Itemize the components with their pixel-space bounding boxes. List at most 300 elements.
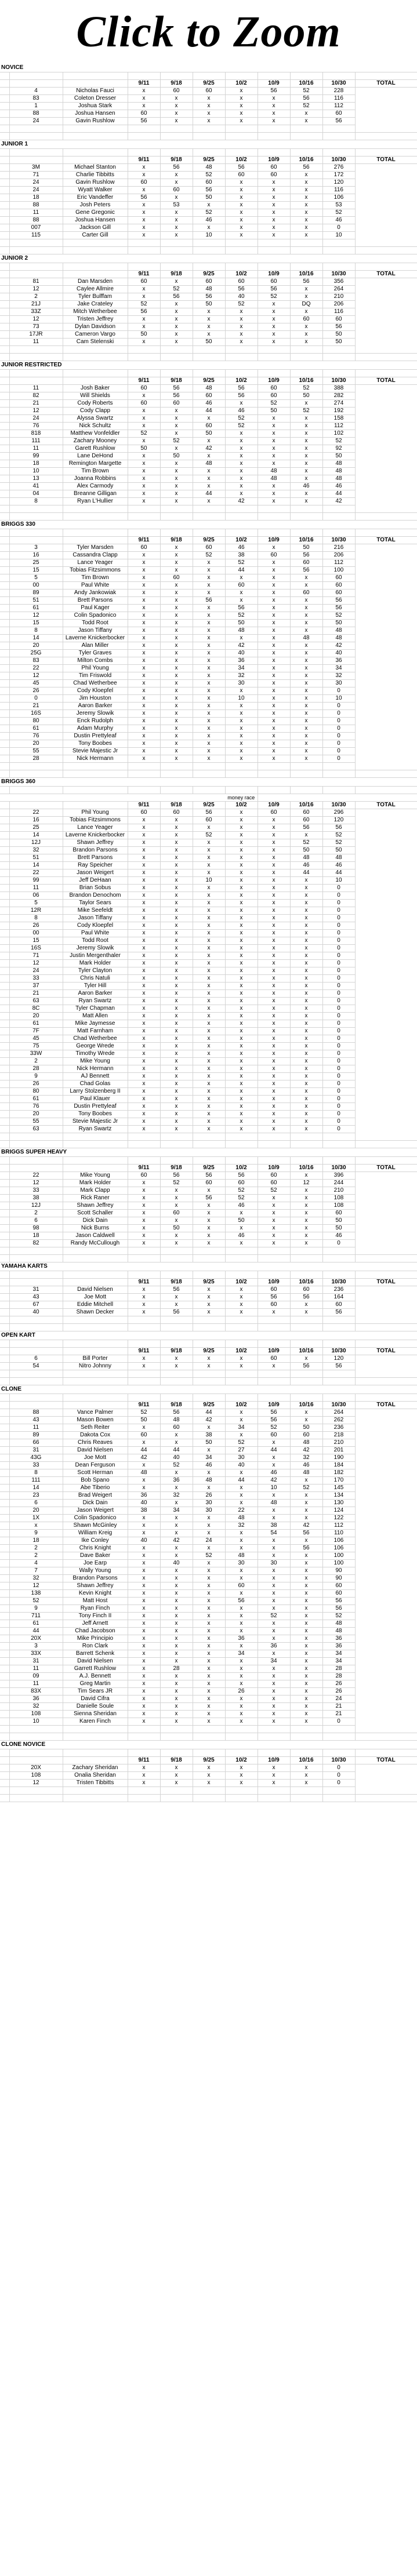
header-spacer <box>9 1279 63 1286</box>
total-points: 122 <box>322 1515 355 1522</box>
note-spacer <box>0 794 225 802</box>
race-points: x <box>225 1469 258 1477</box>
driver-name: Phil Young <box>63 809 128 817</box>
race-points: x <box>160 1485 193 1492</box>
race-points: x <box>128 1210 160 1217</box>
race-points: x <box>128 1080 160 1088</box>
blank-cell <box>128 1787 160 1795</box>
race-points: x <box>128 1020 160 1028</box>
blank-cell <box>160 529 193 537</box>
driver-row <box>0 642 417 650</box>
total-points: 10 <box>322 695 355 703</box>
kart-number: 31 <box>9 1286 63 1294</box>
race-points: x <box>160 824 193 832</box>
total-points: 60 <box>322 582 355 590</box>
blank-row <box>0 1340 417 1348</box>
race-points: 56 <box>225 1172 258 1180</box>
blank-row <box>0 1133 417 1141</box>
driver-name: Ray Speicher <box>63 862 128 869</box>
blank-cell <box>0 133 9 140</box>
race-points: x <box>160 1673 193 1680</box>
race-points: x <box>258 1507 290 1515</box>
kart-number: 88 <box>9 1409 63 1417</box>
row-spacer <box>0 892 9 900</box>
driver-name: Paul Klauer <box>63 1096 128 1103</box>
total-points: 56 <box>322 1363 355 1370</box>
race-points: 52 <box>258 1187 290 1195</box>
race-points: 52 <box>225 1439 258 1447</box>
kart-number: 28 <box>9 755 63 763</box>
blank-cell <box>290 1394 322 1402</box>
driver-name: Aaron Barker <box>63 990 128 998</box>
race-points: x <box>290 1217 322 1225</box>
race-points: x <box>290 331 322 339</box>
race-points: x <box>128 1301 160 1309</box>
blank-cell <box>128 1726 160 1733</box>
race-points: x <box>128 1650 160 1658</box>
total-points: 36 <box>322 1643 355 1650</box>
race-points: x <box>290 1309 322 1316</box>
header-spacer <box>63 1402 128 1409</box>
kart-number: 8 <box>9 915 63 922</box>
race-points: x <box>128 392 160 400</box>
driver-row <box>0 1582 417 1590</box>
driver-name: Cameron Vargo <box>63 331 128 339</box>
driver-name: Gene Gregonic <box>63 209 128 217</box>
blank-cell <box>128 133 160 140</box>
total-points: 0 <box>322 1764 355 1772</box>
row-spacer <box>0 960 9 967</box>
blank-cell <box>290 346 322 354</box>
driver-name: Scott Herman <box>63 1469 128 1477</box>
row-spacer <box>0 900 9 907</box>
kart-number: 76 <box>9 733 63 740</box>
total-points: 50 <box>322 331 355 339</box>
race-points: x <box>258 1628 290 1635</box>
kart-number: 16S <box>9 710 63 718</box>
race-points: x <box>128 293 160 301</box>
kart-number: 15 <box>9 937 63 945</box>
race-points: 60 <box>225 582 258 590</box>
driver-name: Joanna Robbins <box>63 475 128 483</box>
column-header: 9/18 <box>160 537 193 544</box>
blank-row <box>0 513 417 521</box>
driver-row <box>0 990 417 998</box>
race-points: x <box>290 703 322 710</box>
blank-cell <box>258 1733 290 1741</box>
blank-row <box>0 1787 417 1795</box>
total-points: 0 <box>322 975 355 983</box>
row-spacer <box>0 922 9 930</box>
blank-cell <box>193 1255 225 1262</box>
blank-cell <box>322 513 355 521</box>
race-points: x <box>258 657 290 665</box>
race-points: 46 <box>193 400 225 407</box>
class-name: OPEN KART <box>0 1331 417 1340</box>
race-points: 50 <box>290 1424 322 1432</box>
blank-cell <box>160 370 193 377</box>
blank-cell <box>322 263 355 271</box>
driver-row <box>0 1058 417 1065</box>
race-points: x <box>225 930 258 937</box>
race-points: x <box>258 869 290 877</box>
race-points: x <box>128 907 160 915</box>
row-spacer <box>0 582 9 590</box>
blank-cell <box>160 149 193 157</box>
race-points: 60 <box>193 392 225 400</box>
race-points: x <box>160 605 193 612</box>
blank-cell <box>0 370 9 377</box>
race-points: 46 <box>225 407 258 415</box>
row-spacer <box>0 1764 9 1772</box>
race-points: x <box>225 1309 258 1316</box>
race-points: x <box>290 232 322 239</box>
driver-name: Nick Schultz <box>63 423 128 430</box>
header-spacer <box>0 1279 9 1286</box>
race-points: x <box>160 1301 193 1309</box>
race-points: x <box>160 194 193 202</box>
row-spacer <box>0 1035 9 1043</box>
kart-number: x <box>9 1522 63 1530</box>
race-points: x <box>160 847 193 854</box>
driver-row <box>0 1013 417 1020</box>
blank-cell <box>290 354 322 361</box>
race-points: 56 <box>290 567 322 574</box>
blank-cell <box>9 149 63 157</box>
race-points: x <box>160 900 193 907</box>
race-points: x <box>290 960 322 967</box>
total-points: 0 <box>322 998 355 1005</box>
total-points: 52 <box>322 839 355 847</box>
kart-number: 007 <box>9 224 63 232</box>
race-points: x <box>193 559 225 567</box>
race-points: x <box>258 95 290 103</box>
row-spacer <box>0 1195 9 1202</box>
kart-number: 98 <box>9 1225 63 1232</box>
row-spacer <box>0 1613 9 1620</box>
blank-cell <box>160 1787 193 1795</box>
race-points: x <box>258 877 290 885</box>
driver-row <box>0 1772 417 1780</box>
race-points: x <box>290 187 322 194</box>
race-points: x <box>160 331 193 339</box>
race-points: 60 <box>290 559 322 567</box>
blank-cell <box>290 72 322 80</box>
race-points: 60 <box>160 1210 193 1217</box>
header-spacer <box>9 1165 63 1172</box>
race-points: x <box>193 680 225 687</box>
race-points: x <box>160 1764 193 1772</box>
race-points: x <box>258 605 290 612</box>
blank-cell <box>258 1133 290 1141</box>
race-points: x <box>225 1537 258 1545</box>
race-points: x <box>258 438 290 445</box>
blank-row <box>0 1726 417 1733</box>
race-points: 60 <box>258 1301 290 1309</box>
class-heading <box>0 521 417 529</box>
blank-cell <box>0 1271 9 1279</box>
row-spacer <box>0 1695 9 1703</box>
row-spacer <box>0 832 9 839</box>
blank-cell <box>63 1255 128 1262</box>
blank-cell <box>63 1394 128 1402</box>
race-points: x <box>160 559 193 567</box>
header-spacer <box>0 377 9 385</box>
total-points: 56 <box>322 1605 355 1613</box>
blank-cell <box>0 787 9 794</box>
driver-row <box>0 301 417 308</box>
race-points: x <box>290 1772 322 1780</box>
kart-number: 61 <box>9 605 63 612</box>
driver-name: Nitro Johnny <box>63 1363 128 1370</box>
blank-cell <box>63 1795 128 1802</box>
race-points: x <box>193 103 225 110</box>
race-points: x <box>128 718 160 725</box>
row-spacer <box>0 627 9 635</box>
total-points: 26 <box>322 1688 355 1695</box>
row-spacer <box>0 1522 9 1530</box>
click-to-zoom-banner[interactable]: Click to Zoom <box>76 8 341 56</box>
driver-name: Jackson Gill <box>63 224 128 232</box>
race-points: x <box>128 990 160 998</box>
race-points: x <box>128 937 160 945</box>
blank-cell <box>0 1340 9 1348</box>
race-points: x <box>193 1718 225 1726</box>
driver-row <box>0 1309 417 1316</box>
race-points: x <box>193 650 225 657</box>
driver-row <box>0 1764 417 1772</box>
race-points: x <box>128 1590 160 1598</box>
row-spacer <box>0 620 9 627</box>
row-spacer <box>0 718 9 725</box>
driver-name: Brian Sobus <box>63 885 128 892</box>
kart-number: 12 <box>9 1582 63 1590</box>
race-points: 56 <box>160 1172 193 1180</box>
race-points: x <box>225 308 258 316</box>
race-points: x <box>258 687 290 695</box>
driver-row <box>0 635 417 642</box>
race-points: x <box>258 1058 290 1065</box>
race-points: x <box>128 1780 160 1787</box>
race-points: x <box>160 179 193 187</box>
blank-cell <box>322 370 355 377</box>
race-points: x <box>160 460 193 468</box>
race-points: x <box>160 224 193 232</box>
kart-number: 3 <box>9 1643 63 1650</box>
driver-row <box>0 1050 417 1058</box>
race-points: 60 <box>258 809 290 817</box>
race-points: x <box>258 1013 290 1020</box>
race-points: x <box>290 1225 322 1232</box>
race-points: x <box>193 1096 225 1103</box>
race-points: x <box>128 1718 160 1726</box>
race-points: x <box>128 1485 160 1492</box>
total-points: 120 <box>322 179 355 187</box>
race-points: x <box>258 1590 290 1598</box>
race-points: 46 <box>225 1202 258 1210</box>
race-points: x <box>128 960 160 967</box>
column-header: 10/2 <box>225 80 258 88</box>
row-spacer <box>0 983 9 990</box>
kart-number: 8 <box>9 1469 63 1477</box>
total-points: 60 <box>322 1210 355 1217</box>
driver-name: Bob Spano <box>63 1477 128 1485</box>
kart-number: 89 <box>9 1432 63 1439</box>
race-points: x <box>258 695 290 703</box>
driver-row <box>0 1028 417 1035</box>
race-points: x <box>258 1210 290 1217</box>
race-points: x <box>128 1240 160 1247</box>
total-points: 106 <box>322 1537 355 1545</box>
driver-row <box>0 392 417 400</box>
blank-cell <box>9 1340 63 1348</box>
race-points: x <box>160 922 193 930</box>
blank-row <box>0 133 417 140</box>
race-points: x <box>193 620 225 627</box>
race-points: 52 <box>160 1180 193 1187</box>
race-points: x <box>258 1545 290 1552</box>
driver-row <box>0 1605 417 1613</box>
race-points: x <box>128 605 160 612</box>
race-points: 60 <box>225 278 258 286</box>
column-header-row <box>0 271 417 278</box>
race-points: x <box>193 110 225 118</box>
race-points: x <box>225 960 258 967</box>
race-points: x <box>128 824 160 832</box>
kart-number: 99 <box>9 453 63 460</box>
race-points: x <box>160 869 193 877</box>
kart-number: 24 <box>9 967 63 975</box>
race-points: x <box>225 224 258 232</box>
column-header: 10/9 <box>258 1348 290 1355</box>
kart-number: 6 <box>9 1217 63 1225</box>
kart-number: 12 <box>9 407 63 415</box>
total-points: 0 <box>322 900 355 907</box>
race-points: x <box>290 1020 322 1028</box>
row-spacer <box>0 733 9 740</box>
race-points: x <box>258 1035 290 1043</box>
race-points: x <box>160 468 193 475</box>
header-spacer <box>0 1165 9 1172</box>
race-points: 44 <box>225 1477 258 1485</box>
blank-cell <box>128 263 160 271</box>
blank-cell <box>355 125 417 133</box>
blank-cell <box>290 529 322 537</box>
race-points: x <box>258 1703 290 1711</box>
total-points: 52 <box>322 832 355 839</box>
driver-row <box>0 316 417 323</box>
race-points: x <box>193 308 225 316</box>
driver-row <box>0 612 417 620</box>
standings-body <box>0 64 417 1802</box>
header-spacer <box>0 1757 9 1764</box>
race-points: 60 <box>128 1432 160 1439</box>
race-points: x <box>225 900 258 907</box>
total-points: 24 <box>322 1695 355 1703</box>
race-points: 52 <box>193 209 225 217</box>
race-points: x <box>290 202 322 209</box>
race-points: x <box>225 1492 258 1500</box>
race-points: x <box>128 1073 160 1080</box>
driver-row <box>0 415 417 423</box>
race-points: x <box>225 202 258 209</box>
driver-row <box>0 847 417 854</box>
race-points: x <box>193 1111 225 1118</box>
race-points: x <box>258 1650 290 1658</box>
row-spacer <box>0 1673 9 1680</box>
race-points: x <box>193 1575 225 1582</box>
column-header: 9/11 <box>128 157 160 164</box>
race-points: x <box>160 832 193 839</box>
race-points: 60 <box>193 1180 225 1187</box>
driver-name: Tyler Bulffam <box>63 293 128 301</box>
race-points: x <box>290 1301 322 1309</box>
race-points: 56 <box>290 1363 322 1370</box>
kart-number: 12R <box>9 907 63 915</box>
race-points: x <box>258 339 290 346</box>
race-points: x <box>193 1013 225 1020</box>
race-points: x <box>193 1217 225 1225</box>
race-points: x <box>225 1673 258 1680</box>
race-points: x <box>225 915 258 922</box>
race-points: 56 <box>193 1195 225 1202</box>
race-points: x <box>258 544 290 552</box>
kart-number: 21 <box>9 703 63 710</box>
race-points: x <box>258 1309 290 1316</box>
row-spacer <box>0 224 9 232</box>
race-points: x <box>225 1605 258 1613</box>
driver-name: Paul Kager <box>63 605 128 612</box>
race-points: 56 <box>225 385 258 392</box>
kart-number: 20X <box>9 1764 63 1772</box>
driver-name: Dan Marsden <box>63 278 128 286</box>
driver-row <box>0 725 417 733</box>
blank-cell <box>160 1749 193 1757</box>
race-points: 40 <box>225 650 258 657</box>
race-points: 44 <box>193 1409 225 1417</box>
race-points: x <box>193 748 225 755</box>
driver-row <box>0 1126 417 1133</box>
race-points: 52 <box>225 1195 258 1202</box>
race-points: 56 <box>290 1294 322 1301</box>
race-points: x <box>258 1718 290 1726</box>
race-points: x <box>225 574 258 582</box>
race-points: x <box>160 110 193 118</box>
column-header: 10/30 <box>322 1279 355 1286</box>
kart-number: 12 <box>9 672 63 680</box>
race-points: x <box>160 1020 193 1028</box>
race-points: x <box>225 1111 258 1118</box>
race-points: x <box>193 975 225 983</box>
race-points: x <box>128 952 160 960</box>
blank-cell <box>290 505 322 513</box>
race-points: x <box>128 1355 160 1363</box>
standings-sheet <box>0 64 417 1802</box>
race-points: x <box>258 635 290 642</box>
kart-number: 71 <box>9 172 63 179</box>
blank-cell <box>160 1324 193 1331</box>
race-points: 42 <box>128 1454 160 1462</box>
blank-row <box>0 354 417 361</box>
race-points: x <box>160 1187 193 1195</box>
driver-row <box>0 862 417 869</box>
race-points: x <box>290 293 322 301</box>
kart-number: 12 <box>9 1780 63 1787</box>
driver-row <box>0 680 417 687</box>
column-header: 10/30 <box>322 377 355 385</box>
race-points: x <box>258 1202 290 1210</box>
race-points: x <box>193 590 225 597</box>
